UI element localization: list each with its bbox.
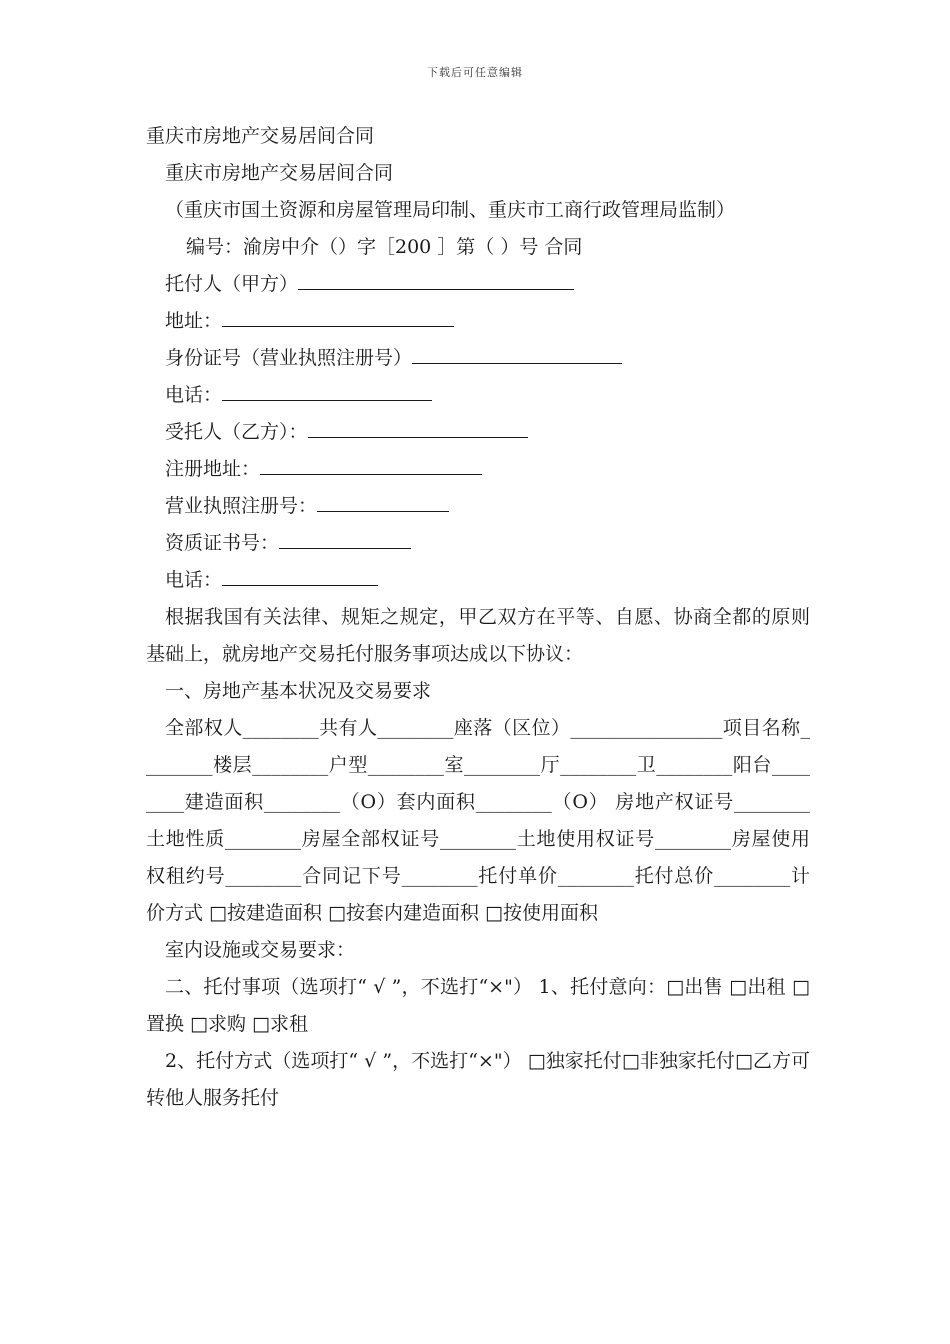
item2-line: 2、托付方式（选项打“ √ ”，不选打“×"） □独家托付□非独家托付□乙方可转他人服务托付 [146,1050,810,1109]
id-line [146,340,810,377]
phone-a-blank [222,379,432,401]
contract-number-line: 编号：渝房中介（）字［200 ］第（ ）号 合同 [186,236,583,258]
address-label: 地址： [165,310,223,332]
license-blank [317,490,449,512]
cert-blank [279,527,411,549]
section2-line: 二、托付事项（选项打“ √ ”，不选打“×"） 1、托付意向：□出售 □出租 □置换 □求购 □求租 [146,976,810,1035]
indoor-requirements-line: 室内设施或交易要求： [165,939,356,961]
party-a-label: 托付人（甲方） [165,273,299,295]
printed-by-note: （重庆市国土资源和房屋管理局印制、重庆市工商行政管理局监制） [165,199,736,221]
phone-a-label: 电话： [165,384,223,406]
party-b-label: 受托人（乙方）： [165,421,308,443]
page-header-note: 下载后可任意编辑 [427,66,523,79]
section1-body: 全部权人________共有人________座落（区位）________________项目名称________楼层________户型________室________厅________卫________阳台________建造面积________（O）套内面积________（O） 房地产权证号________土地性质________房屋全部权证号________土地使用权证号________房屋使用权租约号________合同记下号________托付单价________托付总价________计价方式 □按建造面积 □按套内建造面积 □按使用面积 [146,717,810,924]
doc-title-2: 重庆市房地产交易居间合同 [165,162,394,184]
license-line [146,488,810,525]
cert-line [146,525,810,562]
party-b-line [146,414,810,451]
phone-a-line [146,377,810,414]
party-b-blank [308,416,528,438]
preamble: 根据我国有关法律、规矩之规定，甲乙双方在平等、自愿、协商全都的原则基础上，就房地产交易托付服务事项达成以下协议： [146,606,810,665]
reg-address-line [146,451,810,488]
phone-b-line [146,562,810,599]
section1-title: 一、房地产基本状况及交易要求 [165,680,432,702]
id-blank [412,342,622,364]
phone-b-label: 电话： [165,569,223,591]
id-label: 身份证号（营业执照注册号） [165,347,413,369]
phone-b-blank [222,564,378,586]
document-body [146,118,810,1117]
address-line [146,303,810,340]
party-a-blank [298,268,574,290]
doc-title-1: 重庆市房地产交易居间合同 [146,125,375,147]
reg-address-label: 注册地址： [165,458,261,480]
license-label: 营业执照注册号： [165,495,318,517]
address-blank [222,305,454,327]
cert-label: 资质证书号： [165,532,280,554]
reg-address-blank [260,453,482,475]
party-a-line [146,266,810,303]
